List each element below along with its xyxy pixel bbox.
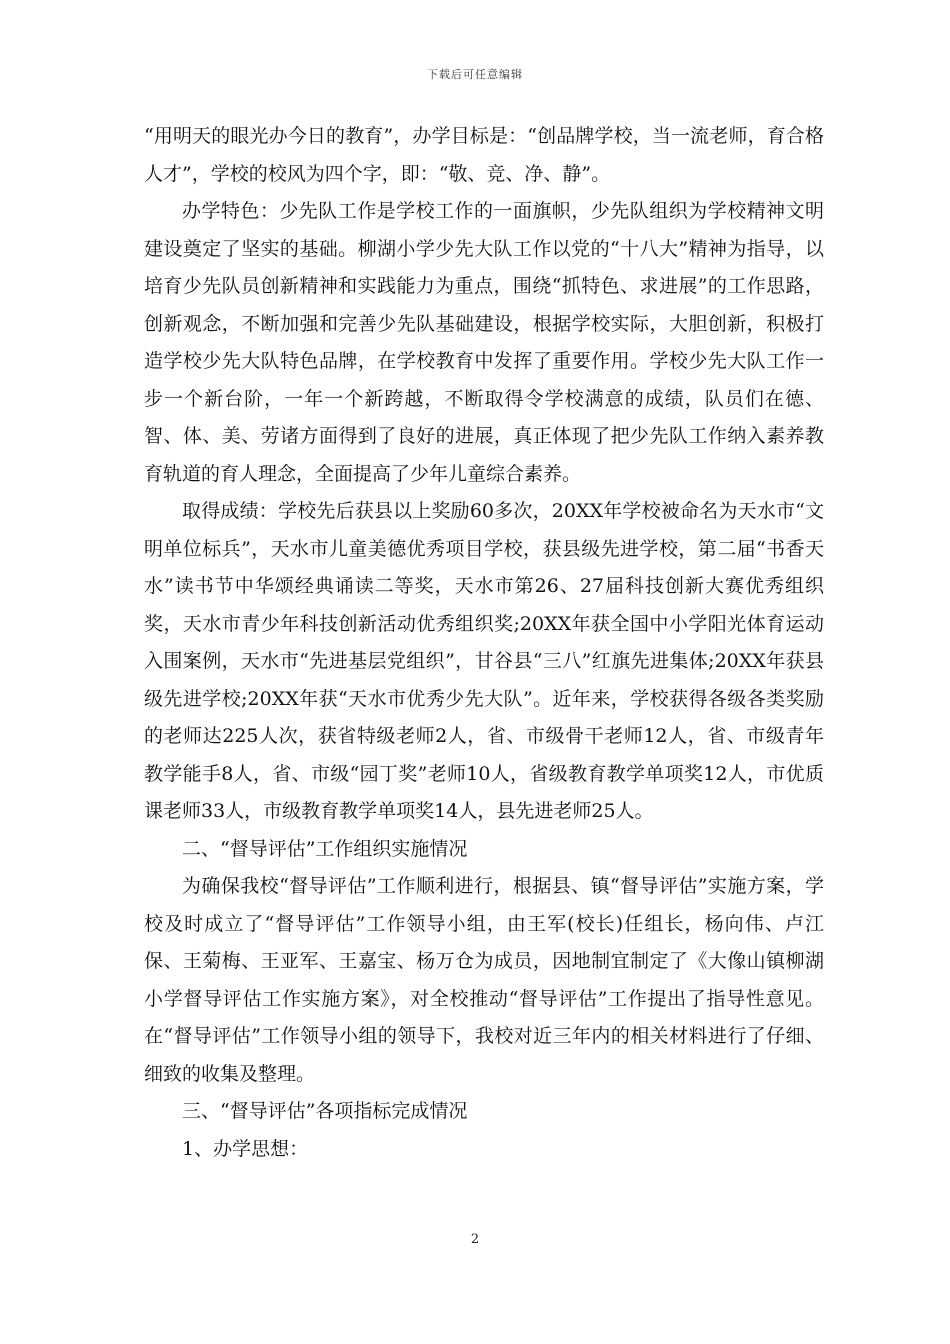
paragraph-organization: 为确保我校“督导评估”工作顺利进行，根据县、镇“督导评估”实施方案，学校及时成立了“督导评估”工作领导小组，由王军(校长)任组长，杨向伟、卢江保、王菊梅、王亚军、王嘉宝、杨万仓为成员，因地制宜制定了《大像山镇柳湖小学督导评估工作实施方案》，对全校推动“督导评估”工作提出了指导性意见。在“督导评估”工作领导小组的领导下，我校对近三年内的相关材料进行了仔细、细致的收集及整理。 xyxy=(144,875,824,1085)
paragraph-school-features: 办学特色：少先队工作是学校工作的一面旗帜，少先队组织为学校精神文明建设奠定了坚实的基础。柳湖小学少先大队工作以党的“十八大”精神为指导，以培育少先队员创新精神和实践能力为重点，围绕“抓特色、求进展”的工作思路，创新观念，不断加强和完善少先队基础建设，根据学校实际，大胆创新，积极打造学校少先大队特色品牌，在学校教育中发挥了重要作用。学校少先大队工作一步一个新台阶，一年一个新跨越，不断取得令学校满意的成绩，队员们在德、智、体、美、劳诸方面得到了良好的进展，真正体现了把少先队工作纳入素养教育轨道的育人理念，全面提高了少年儿童综合素养。 xyxy=(144,200,824,485)
section-heading-2: 二、“督导评估”工作组织实施情况 xyxy=(182,837,468,860)
page-header: 下载后可任意编辑 xyxy=(427,68,523,81)
paragraph-achievements: 取得成绩：学校先后获县以上奖励60多次，20XX年学校被命名为天水市“文明单位标兵”，天水市儿童美德优秀项目学校，获县级先进学校，第二届“书香天水”读书节中华颂经典诵读二等奖，天水市第26、27届科技创新大赛优秀组织奖，天水市青少年科技创新活动优秀组织奖;20XX年获全国中小学阳光体育运动入围案例，天水市“先进基层党组织”，甘谷县“三八”红旗先进集体;20XX年获县级先进学校;20XX年获“天水市优秀少先大队”。近年来，学校获得各级各类奖励的老师达225人次，获省特级老师2人，省、市级骨干老师12人，省、市级青年教学能手8人，省、市级“园丁奖”老师10人，省级教育教学单项奖12人，市优质课老师33人，市级教育教学单项奖14人，县先进老师25人。 xyxy=(144,500,824,822)
document-body xyxy=(144,118,824,1168)
page-number: 2 xyxy=(470,1232,480,1247)
paragraph-school-motto: “用明天的眼光办今日的教育”，办学目标是：“创品牌学校，当一流老师，育合格人才”，学校的校风为四个字，即：“敬、竞、净、静”。 xyxy=(144,125,824,185)
subsection-heading-1: 1、办学思想： xyxy=(182,1137,309,1160)
section-heading-3: 三、“督导评估”各项指标完成情况 xyxy=(182,1100,468,1122)
